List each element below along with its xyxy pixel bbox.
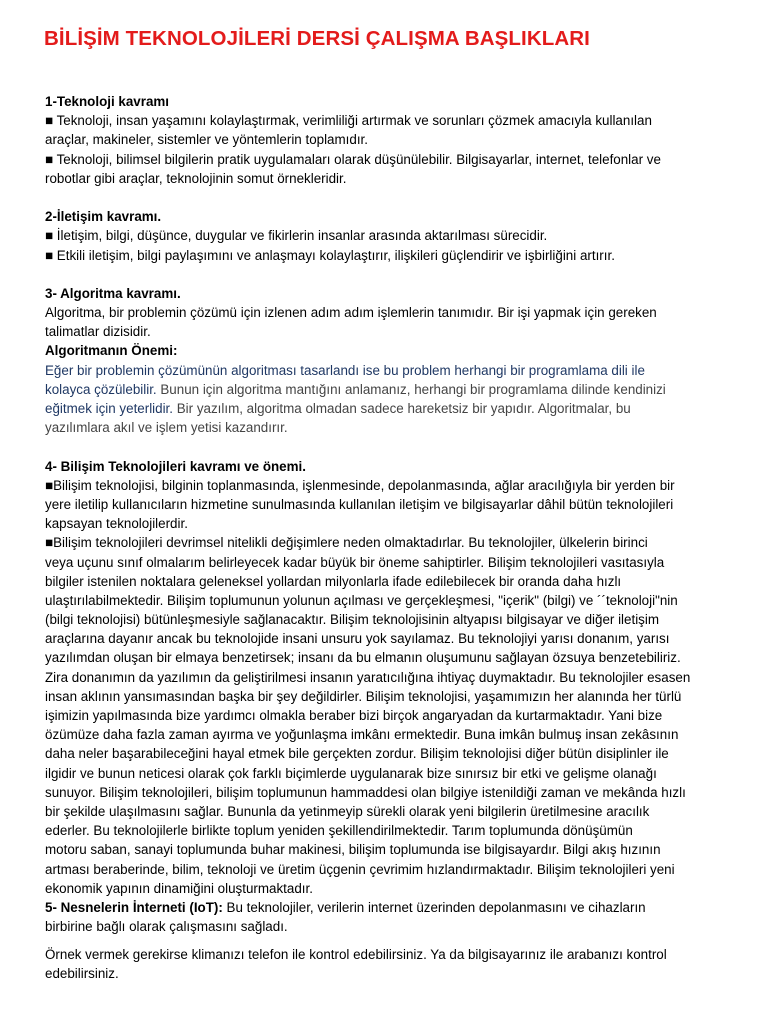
section-4-line: ilgidir ve bunun neticesi olarak çok farklı biçimlerde uygulanarak bize sınırsız bir etki ve gelişme olanağı xyxy=(45,765,657,781)
algorithm-importance-heading: Algoritmanın Önemi: xyxy=(45,343,178,359)
algorithm-importance-line xyxy=(45,380,735,399)
section-1-line: ■ Teknoloji, insan yaşamını kolaylaştırmak, verimliliği artırmak ve sorunları çözmek amacıyla kullanılan xyxy=(45,113,652,129)
algorithm-importance-line xyxy=(45,399,735,418)
section-4-line: kapsayan teknolojilerdir. xyxy=(45,516,188,532)
section-5-line: birbirine bağlı olarak çalışmasını sağladı. xyxy=(45,919,288,935)
section-4-line: bir şekilde ulaşılmasını sağlar. Bununla da yetinmeyip sürekli olarak yeni bilgilerin üretilmesine aracılık xyxy=(45,803,650,819)
section-5-example: Örnek vermek gerekirse klimanızı telefon ile kontrol edebilirsiniz. Ya da bilgisayarınız ile arabanızı kontrol xyxy=(45,947,667,963)
section-4-line: Zira donanımın da yazılımın da geliştirilmesi insanın yaratıcılığına ihtiyaç duymaktadır. Bu teknolojiler esasen xyxy=(45,669,691,685)
section-3-heading: 3- Algoritma kavramı. xyxy=(45,285,181,301)
section-4-line: insan aklının yansımasından başka bir şey değildirler. Bilişim teknolojisi, yaşamımızın her alanında her türlü xyxy=(45,688,682,704)
section-2-line: ■ Etkili iletişim, bilgi paylaşımını ve anlaşmayı kolaylaştırır, ilişkileri güçlendirir ve işbirliğini artırır. xyxy=(45,247,615,263)
section-4-line: özümüze daha fazla zaman ayırma ve yoğunlaşma imkânı ermektedir. Buna imkân bulmuş insan zekâsının xyxy=(45,727,679,743)
section-4-line: araçlarına dayanır ancak bu teknolojide insani unsuru yok sayılamaz. Bu teknolojiyi yarısı donanım, yarısı xyxy=(45,631,670,647)
document-body xyxy=(45,92,735,984)
section-4-line: ekonomik yapının dinamiğini oluşturmaktadır. xyxy=(45,880,313,896)
section-4-line: motoru saban, sanayi toplumunda buhar makinesi, bilişim toplumunda ise bilgisayardır. Bilgi akış hızının xyxy=(45,842,661,858)
section-4-line: ■Bilişim teknolojisi, bilginin toplanmasında, işlenmesinde, depolanmasında, ağlar aracılığıyla bir yerden bir xyxy=(45,477,675,493)
section-4-line: artması beraberinde, bilim, teknoloji ve üretim üçgenin çevrimim hızlandırmaktadır. Bilişim teknolojileri yeni xyxy=(45,861,675,877)
section-4-line: ederler. Bu teknolojilerle birlikte toplum yeniden şekillendirilmektedir. Tarım toplumunda dönüşümün xyxy=(45,823,633,839)
section-1-heading: 1-Teknoloji kavramı xyxy=(45,94,170,109)
section-5-line xyxy=(45,898,735,917)
text-span: kolayca çözülebilir. xyxy=(45,381,157,397)
section-5-example: edebilirsiniz. xyxy=(45,966,119,982)
text-span: Bunun için algoritma mantığını anlamanız, herhangi bir programlama dilinde kendinizi xyxy=(156,381,666,397)
section-2-line: ■ İletişim, bilgi, düşünce, duygular ve fikirlerin insanlar arasında aktarılması sürecidir. xyxy=(45,228,548,244)
algorithm-importance-line: yazılımlara akıl ve işlem yetisi kazandırır. xyxy=(45,420,288,436)
section-1-line: araçlar, makineler, sistemler ve yöntemlerin toplamıdır. xyxy=(45,132,368,148)
section-4-line: sunuyor. Bilişim teknolojileri, bilişim toplumunun hammaddesi olan bilgiye istenildiği zaman ve mekânda hızlı xyxy=(45,784,686,800)
section-4-line: (bilgi teknolojisi) bütünleşmesiyle sağlanacaktır. Bilişim teknolojisinin altyapısı bilgisayar ve diğer iletişim xyxy=(45,612,660,628)
document-title: BİLİŞİM TEKNOLOJİLERİ DERSİ ÇALIŞMA BAŞLIKLARI xyxy=(44,27,590,50)
section-3-line: talimatlar dizisidir. xyxy=(45,324,151,340)
text-span: eğitmek için yeterlidir. xyxy=(45,401,174,416)
section-4-heading: 4- Bilişim Teknolojileri kavramı ve önemi. xyxy=(45,458,306,474)
section-1-line: ■ Teknoloji, bilimsel bilgilerin pratik uygulamaları olarak düşünülebilir. Bilgisayarlar, internet, telefonlar ve xyxy=(45,151,661,167)
section-1-line: robotlar gibi araçlar, teknolojinin somut örnekleridir. xyxy=(45,170,347,186)
section-2-heading: 2-İletişim kavramı. xyxy=(45,209,162,225)
section-3-line: Algoritma, bir problemin çözümü için izlenen adım adım işlemlerin tanımıdır. Bir işi yapmak için gereken xyxy=(45,305,657,321)
section-4-line: daha neler başarabileceğini hayal etmek bile gerçekten zordur. Bilişim teknolojisi diğer bütün disiplinler ile xyxy=(45,746,669,762)
text-span: Bir yazılım, algoritma olmadan sadece hareketsiz bir yapıdır. Algoritmalar, bu xyxy=(173,401,631,416)
algorithm-importance-line: Eğer bir problemin çözümünün algoritması tasarlandı ise bu problem herhangi bir programlama dili ile xyxy=(45,362,645,378)
section-4-line: ulaştırılabilmektedir. Bilişim toplumunun yolunun açılması ve gerçekleşmesi, "içerik" (bilgi) ve ´´teknoloji"nin xyxy=(45,592,678,608)
section-5-heading: 5- Nesnelerin İnterneti (IoT): xyxy=(45,899,223,915)
section-4-line: yazılımdan oluşan bir elmaya benzetirsek; insanı da bu elmanın oluşumunu sağlayan özsuya benzetebiliriz. xyxy=(45,650,681,666)
text-span: Bu teknolojiler, verilerin internet üzerinden depolanmasını ve cihazların xyxy=(222,899,646,915)
section-4-line: ■Bilişim teknolojileri devrimsel nitelikli değişimlere neden olmaktadırlar. Bu teknolojiler, ülkelerin birinci xyxy=(45,535,648,551)
section-4-line: işimizin yapılmasında bize yardımcı olmakla beraber bizi birçok angaryadan da kurtarmaktadır. Yani bize xyxy=(45,708,663,723)
section-4-line: bilgiler istenilen noktalara geleneksel yollardan milyonlarla ifade edilebilecek bir oranda daha hızlı xyxy=(45,573,622,589)
section-4-line: yere iletilip kullanıcıların hizmetine sunulmasında kullanılan iletişim ve bilgisayarlar dâhil bütün teknolojileri xyxy=(45,496,674,512)
section-4-line: veya uçunu sınıf olmalarım belirleyecek kadar büyük bir öneme sahiptirler. Bilişim teknolojileri vasıtasıyla xyxy=(45,554,665,570)
